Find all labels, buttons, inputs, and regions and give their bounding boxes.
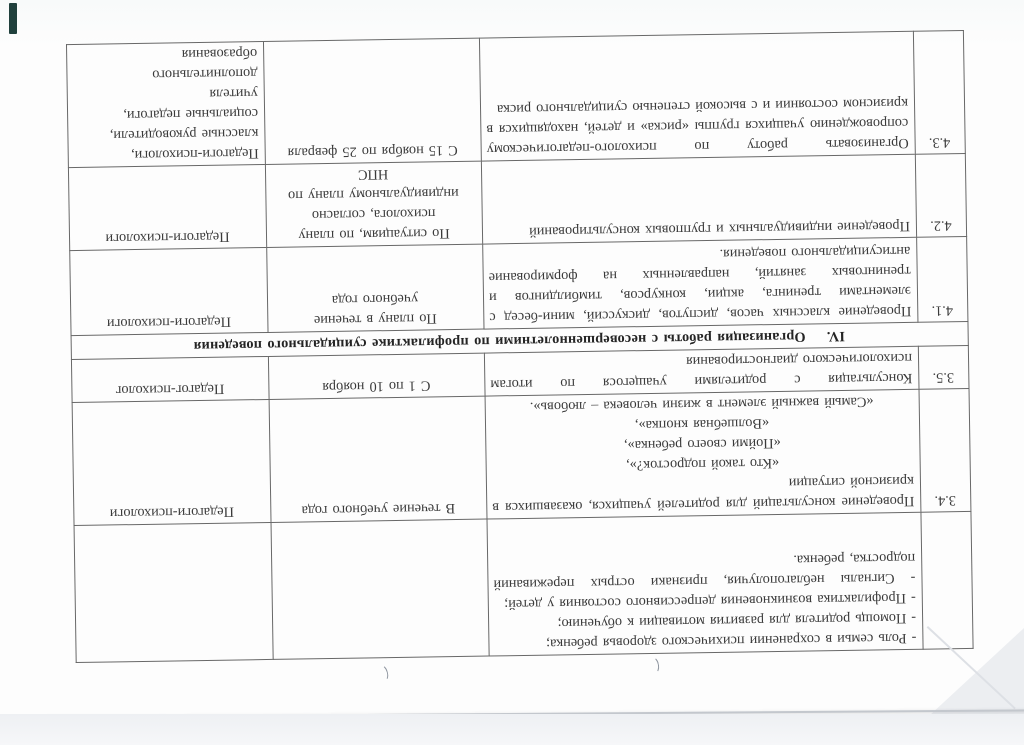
work-plan-table: [66, 30, 974, 663]
cell-row-number: 4.1.: [917, 236, 968, 322]
cell-task-text: Консультация с родителями учащегося по итогам психологического диагностирования: [484, 346, 919, 396]
table-row-4-1: [70, 236, 968, 335]
cell-responsible: Педагоги-психологи, классные руководители, социальные педагоги, учителя дополнительного образования: [66, 41, 265, 167]
rotated-document-content: [67, 45, 973, 663]
cell-date: [271, 519, 489, 659]
cell-responsible: Педагоги-психологи: [72, 399, 271, 525]
table-row-4-3: [66, 31, 965, 168]
cell-task-text: [485, 389, 921, 519]
scan-corner-mark: [9, 3, 17, 34]
section-header: IV. Организация работы с несовершеннолетними по профилактике суицидального поведения: [71, 321, 968, 359]
cell-task-text: - Роль семьи в сохранении психического здоровья ребенка; - Помощь родителя для развития мотивации к обучению; - Профилактика возникновения депрессивного состояния у детей; - Сигналы неблагополучия, признаки острых переживаний подростка, ребенка.: [487, 512, 923, 656]
cell-responsible: Педагоги-психологи: [70, 247, 268, 335]
cell-row-number: 4.3.: [913, 31, 965, 155]
cell-date: В течение учебного года: [269, 396, 487, 522]
cell-row-number: 3.4.: [919, 388, 971, 512]
cell-responsible: Педагог-психолог: [71, 356, 269, 402]
cell-task-text: Организовать работу по психолого-педагогическому сопровождению учащихся группы «риска» и детей, находящихся в кризисном состоянии и с высокой степенью суицидального риска: [479, 31, 915, 161]
cell-date: По ситуациям, по плану психолога, согласно индивидуальному плану по НПС: [265, 161, 482, 247]
cell-row-number: 3.5.: [918, 345, 969, 389]
cell-date: С 15 ноября по 25 февраля: [263, 38, 481, 164]
table-row-continuation: [74, 511, 973, 662]
cell-task-text: Проведение индивидуальных и групповых консультирований: [481, 154, 916, 244]
cell-responsible: [74, 522, 273, 662]
task-paragraph: Проведение консультаций для родителей учащихся, оказавшихся в кризисной ситуации: [492, 472, 915, 516]
task-topic-list: «Кто такой подросток?», «Пойми своего ребенка», «Волшебная кнопка», «Самый важный элемент в жизни человека – любовь».: [529, 393, 874, 474]
cell-date: По плану в течение учебного года: [267, 244, 484, 332]
cell-responsible: Педагоги-психологи: [68, 164, 266, 250]
scanner-background: [0, 714, 1024, 745]
cell-date: С 1 по 10 ноября: [268, 353, 485, 399]
table-row-4-2: [68, 153, 966, 250]
table-row-3-4: [72, 388, 971, 525]
cell-row-number: 4.2.: [915, 153, 966, 237]
cell-task-text: Проведение классных часов, диспутов, дискуссий, мини-бесед с элементами тренинга, акции, конкурсов, тимбилдингов и тренинговых занятий, направленных на формирование антисуицидального поведения.: [483, 237, 918, 329]
